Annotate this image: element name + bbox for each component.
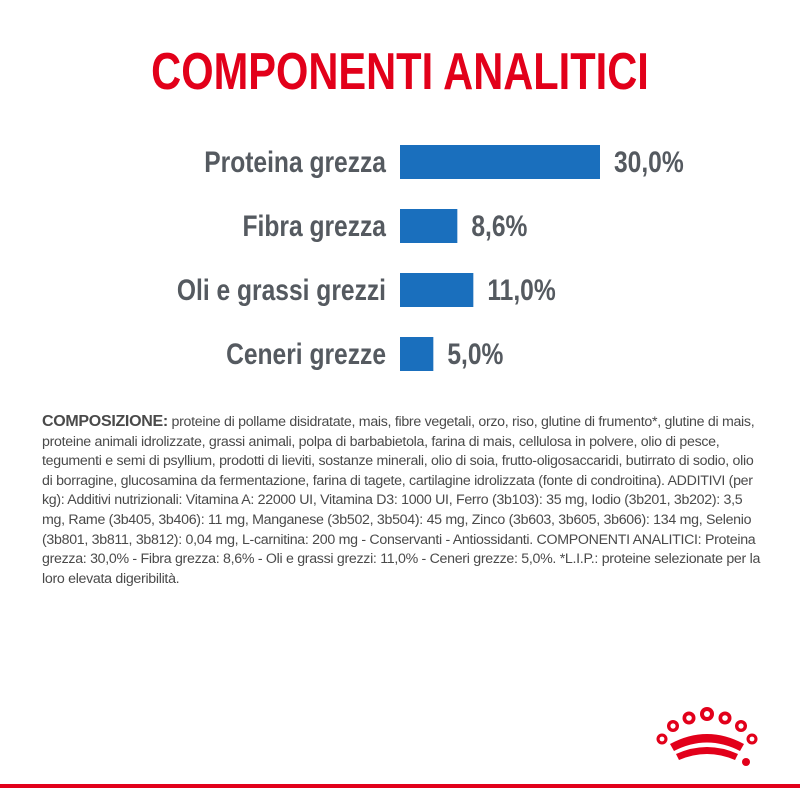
composition-heading: COMPOSIZIONE:: [42, 413, 168, 430]
chart-title: COMPONENTI ANALITICI: [151, 43, 649, 101]
composition-body: proteine di pollame disidratate, mais, fibre vegetali, orzo, riso, glutine di frumento*, glutine di mais, proteine animali idrolizzate, grassi animali, polpa di barbabietola, farina di mais, cellulosa in polvere, olio di pesce, tegumenti e semi di psyllium, prodotti di lieviti, sostanze minerali, olio di soia, frutto-oligosaccaridi, butirrato di sodio, olio di borragine, glucosamina da fermentazione, farina di tagete, cartilagine idrolizzata (fonte di condroitina). ADDITIVI (per kg): Additivi nutrizionali: Vitamina A: 22000 UI, Vitamina D3: 1000 UI, Ferro (3b103): 35 mg, Iodio (3b201, 3b202): 3,5 mg, Rame (3b405, 3b406): 11 mg, Manganese (3b502, 3b504): 45 mg, Zinco (3b603, 3b605, 3b606): 134 mg, Selenio (3b801, 3b811, 3b812): 0,04 mg, L-carnitina: 200 mg - Conservanti - Antiossidanti. COMPONENTI ANALITICI: Proteina grezza: 30,0% - Fibra grezza: 8,6% - Oli e grassi grezzi: 11,0% - Ceneri grezze: 5,0%. *L.I.P.: proteine selezionate per la loro elevata digeribilità.: [42, 414, 761, 587]
category-label: Ceneri grezze: [226, 336, 386, 371]
bar: [400, 209, 457, 243]
bar: [400, 337, 433, 371]
value-label: 5,0%: [447, 336, 504, 371]
bottom-accent-line: [0, 784, 800, 788]
value-label: 30,0%: [614, 144, 684, 179]
composition-text: [42, 412, 762, 589]
value-label: 8,6%: [471, 208, 528, 243]
crown-icon: [652, 706, 762, 770]
category-label: Oli e grassi grezzi: [176, 272, 386, 307]
bar: [400, 273, 473, 307]
category-label: Fibra grezza: [242, 208, 386, 243]
category-label: Proteina grezza: [204, 144, 386, 179]
bar: [400, 145, 600, 179]
value-label: 11,0%: [487, 272, 556, 307]
